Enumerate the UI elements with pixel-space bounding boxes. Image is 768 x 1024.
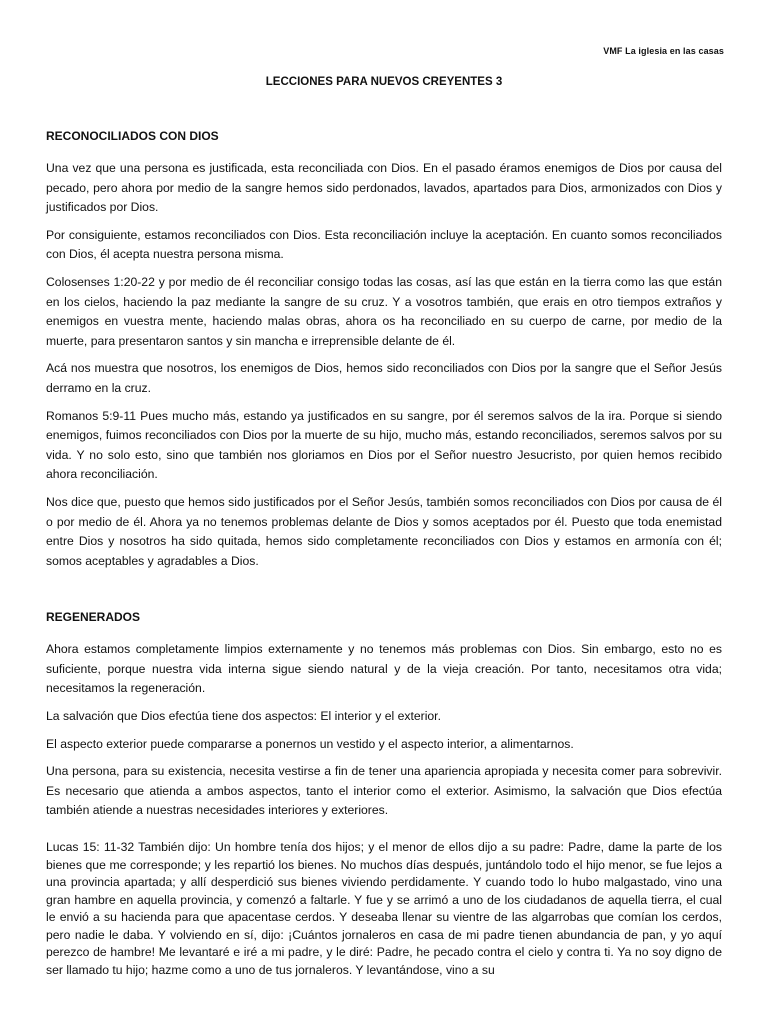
header-organization: VMF La iglesia en las casas <box>603 46 724 56</box>
paragraph: Romanos 5:9-11 Pues mucho más, estando ya justificados en su sangre, por él seremos salvos de la ira. Porque si siendo enemigos, fuimos reconciliados con Dios por la muerte de su hijo, mucho más, estando reconciliados, seremos salvos por su vida. Y no solo esto, sino que también nos gloriamos en Dios por el Señor nuestro Jesucristo, por quien hemos recibido ahora reconciliación. <box>46 408 722 482</box>
paragraph: La salvación que Dios efectúa tiene dos aspectos: El interior y el exterior. <box>46 709 441 724</box>
paragraph-scripture-lucas: Lucas 15: 11-32 También dijo: Un hombre tenía dos hijos; y el menor de ellos dijo a su padre: Padre, dame la parte de los bienes que me corresponde; y les repartió los bienes. No muchos días después, juntándolo todo el hijo menor, se fue lejos a una provincia apartada; y allí desperdició sus bienes viviendo perdidamente. Y cuando todo lo hubo malgastado, vino una gran hambre en aquella provincia, y comenzó a faltarle. Y fue y se arrimó a uno de los ciudadanos de aquella tierra, el cual le envió a su hacienda para que apacentase cerdos. Y deseaba llenar su vientre de las algarrobas que comían los cerdos, pero nadie le daba. Y volviendo en sí, dijo: ¡Cuántos jornaleros en casa de mi padre tienen abundancia de pan, y yo aquí perezco de hambre! Me levantaré e iré a mi padre, y le diré: Padre, he pecado contra el cielo y contra ti. Ya no soy digno de ser llamado tu hijo; hazme como a uno de tus jornaleros. Y levantándose, vino a su <box>46 840 722 977</box>
section-heading-reconciliados: RECONOCILIADOS CON DIOS <box>46 129 219 143</box>
paragraph: Ahora estamos completamente limpios externamente y no tenemos más problemas con Dios. Sin embargo, esto no es suficiente, porque nuestra vida interna sigue siendo natural y de la vieja creación. Por tanto, necesitamos otra vida; necesitamos la regeneración. <box>46 642 722 696</box>
document-body <box>46 126 722 987</box>
paragraph: Nos dice que, puesto que hemos sido justificados por el Señor Jesús, también somos reconciliados con Dios por causa de él o por medio de él. Ahora ya no tenemos problemas delante de Dios y somos aceptados por él. Puesto que toda enemistad entre Dios y nosotros ha sido quitada, hemos sido completamente reconciliados con Dios y estamos en armonía con él; somos aceptables y agradables a Dios. <box>46 494 722 568</box>
paragraph: Colosenses 1:20-22 y por medio de él reconciliar consigo todas las cosas, así las que están en la tierra como las que están en los cielos, haciendo la paz mediante la sangre de su cruz. Y a vosotros también, que erais en otro tiempos extraños y enemigos en vuestra mente, haciendo malas obras, ahora os ha reconciliado en su cuerpo de carne, por medio de la muerte, para presentaron santos y sin mancha e irreprensible delante de él. <box>46 274 722 348</box>
paragraph: Una persona, para su existencia, necesita vestirse a fin de tener una apariencia apropiada y necesita comer para sobrevivir. Es necesario que atienda a ambos aspectos, tanto el interior como el exterior. Asimismo, la salvación que Dios efectúa también atiende a nuestras necesidades interiores y exteriores. <box>46 764 722 818</box>
section-gap <box>46 579 722 607</box>
paragraph: Por consiguiente, estamos reconciliados con Dios. Esta reconciliación incluye la aceptación. En cuanto somos reconciliados con Dios, él acepta nuestra persona misma. <box>46 227 722 262</box>
paragraph: El aspecto exterior puede compararse a ponernos un vestido y el aspecto interior, a alimentarnos. <box>46 736 574 751</box>
paragraph-gap <box>46 829 722 839</box>
section-heading-regenerados: REGENERADOS <box>46 610 141 625</box>
paragraph: Acá nos muestra que nosotros, los enemigos de Dios, hemos sido reconciliados con Dios por la sangre que el Señor Jesús derramo en la cruz. <box>46 361 722 395</box>
paragraph: Una vez que una persona es justificada, esta reconciliada con Dios. En el pasado éramos enemigos de Dios por causa del pecado, pero ahora por medio de la sangre hemos sido perdonados, lavados, apartados para Dios, armonizados con Dios y justificados por Dios. <box>46 161 722 215</box>
document-title: LECCIONES PARA NUEVOS CREYENTES 3 <box>265 76 503 88</box>
